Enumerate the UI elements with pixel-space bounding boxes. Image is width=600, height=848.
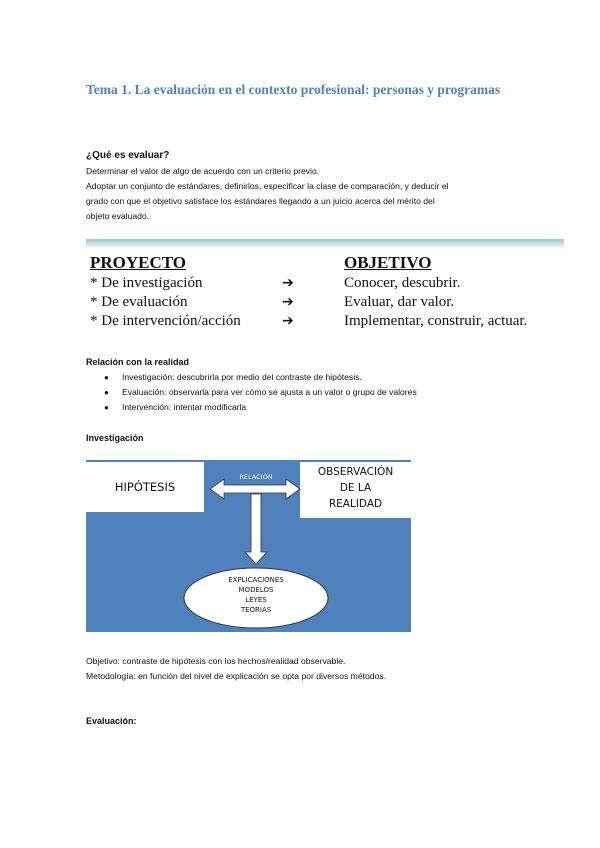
- table-objetivo-header: [344, 253, 432, 274]
- paragraph-line: grado con que el objetivo satisface los estándares llegando a un juicio acerca del mérito del: [86, 196, 435, 206]
- section-paragraph: [86, 164, 526, 224]
- table-proyecto-header: [90, 253, 186, 274]
- section-heading-evaluacion: Evaluación:: [86, 716, 137, 726]
- ellipse-line: MODELOS: [238, 586, 274, 594]
- list-item: ● Investigación: descubrirla por medio del contraste de hipótesis.: [104, 370, 417, 385]
- paragraph-line: Adoptar un conjunto de estándares, definirlos, especificar la clase de comparación, y deducir el: [86, 181, 449, 191]
- arrow-right-icon: ➔: [282, 275, 294, 291]
- table-row-right: Conocer, descubrir.: [344, 275, 461, 291]
- section-heading-relacion: Relación con la realidad: [86, 357, 190, 367]
- document-title: Tema 1. La evaluación en el contexto profesional: personas y programas: [86, 82, 501, 97]
- table-row-left: * De intervención/acción: [90, 313, 241, 329]
- section-heading-que-es-evaluar: ¿Qué es evaluar?: [86, 150, 170, 161]
- table-right-column: [344, 274, 527, 331]
- investigacion-diagram: [86, 460, 411, 632]
- list-item: ● Intervención: intentar modificarla: [104, 400, 417, 415]
- ellipse-text: [196, 575, 316, 615]
- observacion-line: REALIDAD: [328, 498, 383, 510]
- ellipse-line: LEYES: [245, 596, 267, 604]
- table-row-left: * De investigación: [90, 275, 203, 291]
- hipotesis-label: HIPÓTESIS: [114, 480, 176, 494]
- down-arrow: [245, 494, 267, 564]
- arrow-right-icon: ➔: [282, 294, 294, 310]
- paragraph-line: Metodología: en función del nivel de explicación se opta por diversos métodos.: [86, 671, 387, 681]
- paragraph-line: Determinar el valor de algo de acuerdo con un criterio previo.: [86, 166, 320, 176]
- investigacion-paragraph: [86, 654, 526, 684]
- observacion-line: DE LA: [339, 482, 372, 494]
- table-row-right: Implementar, construir, actuar.: [344, 313, 528, 329]
- section-heading-investigacion: Investigación: [86, 433, 144, 443]
- table-left-column: [90, 274, 241, 331]
- paragraph-line: Objetivo: contraste de hipótesis con los hechos/realidad observable.: [86, 656, 346, 666]
- col-header-objetivo: OBJETIVO: [344, 253, 432, 272]
- paragraph-line: objeto evaluado.: [86, 211, 150, 221]
- list-item: ● Evaluación: observarla para ver cómo se ajusta a un valor o grupo de valores: [104, 385, 417, 400]
- col-header-proyecto: PROYECTO: [90, 253, 187, 272]
- table-arrows: [282, 274, 294, 331]
- relacion-label: RELACIÓN: [239, 473, 273, 481]
- arrow-right-icon: ➔: [282, 313, 294, 329]
- observacion-line: OBSERVACIÓN: [317, 466, 394, 478]
- ellipse-line: TEORÍAS: [240, 606, 272, 614]
- table-top-band: [86, 239, 564, 247]
- relacion-list: [104, 370, 417, 415]
- ellipse-line: EXPLICACIONES: [228, 576, 284, 584]
- table-row-right: Evaluar, dar valor.: [344, 294, 455, 310]
- table-row-left: * De evaluación: [90, 294, 188, 310]
